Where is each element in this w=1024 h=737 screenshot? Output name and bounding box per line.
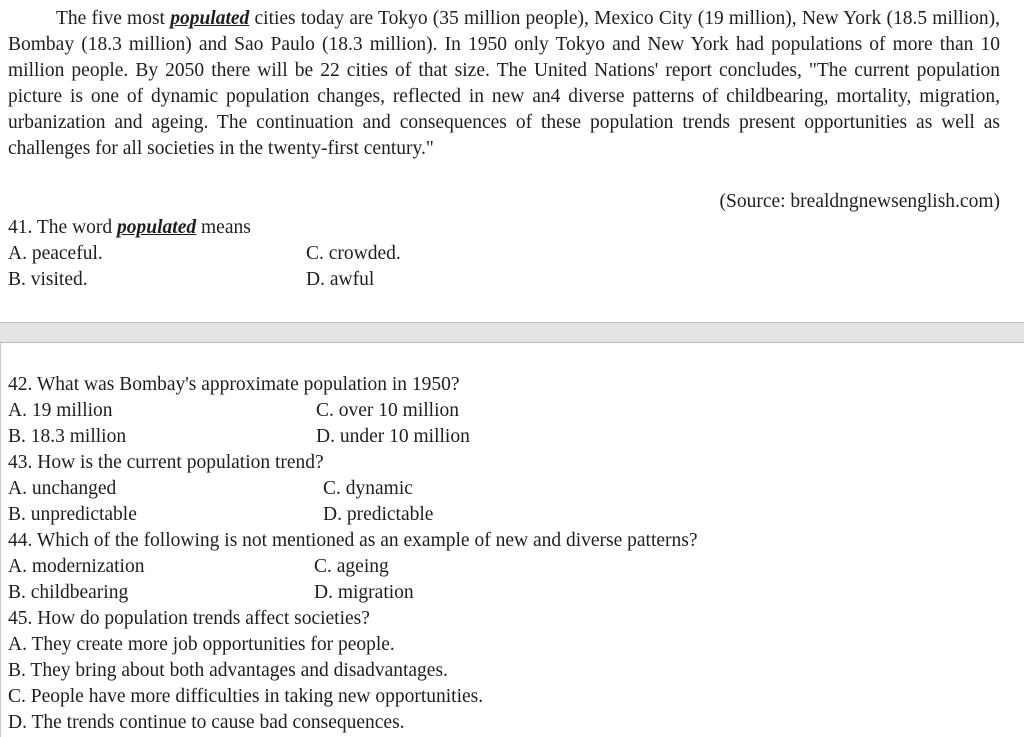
question-44-title: 44. Which of the following is not mentioned as an example of new and diverse patterns? — [8, 530, 698, 551]
question-42-title: 42. What was Bombay's approximate population in 1950? — [8, 374, 460, 395]
question-45-option-b: B. They bring about both advantages and disadvantages. — [8, 660, 448, 681]
passage-intro: The five most — [56, 8, 171, 29]
question-41-prefix: 41. The word — [8, 217, 118, 238]
question-44-option-d: D. migration — [314, 582, 414, 603]
question-41-option-c: C. crowded. — [306, 243, 401, 264]
question-41-title — [8, 215, 251, 241]
question-41-suffix: means — [196, 217, 251, 238]
question-44-option-c: C. ageing — [314, 556, 389, 577]
passage-body: cities today are Tokyo (35 million people), Mexico City (19 million), New York (18.5 million), Bombay (18.3 million) and Sao Paulo (18.3 million). In 1950 only Tokyo and New York had populations of more than 10 million people. By 2050 there will be 22 cities of that size. The United Nations' report concludes, "The current population picture is one of dynamic population changes, reflected in new an4 diverse patterns of childbearing, mortality, migration, urbanization and ageing. The continuation and consequences of these population trends present opportunities as well as challenges for all societies in the twenty-first century." — [8, 8, 1000, 159]
question-44-option-b: B. childbearing — [8, 582, 129, 603]
question-43-option-c: C. dynamic — [323, 478, 413, 499]
question-43-option-b: B. unpredictable — [8, 504, 137, 525]
question-42-option-b: B. 18.3 million — [8, 426, 127, 447]
question-41-option-b: B. visited. — [8, 269, 88, 290]
left-border — [0, 343, 1, 737]
question-45-option-a: A. They create more job opportunities for people. — [8, 634, 395, 655]
question-45-title: 45. How do population trends affect societies? — [8, 608, 370, 629]
passage-source: (Source: brealdngnewsenglish.com) — [719, 191, 1000, 212]
question-42-option-c: C. over 10 million — [316, 400, 459, 421]
question-41-key-word: populated — [117, 217, 197, 238]
question-45-option-c: C. People have more difficulties in taking new opportunities. — [8, 686, 484, 707]
question-45-option-d: D. The trends continue to cause bad consequences. — [8, 712, 405, 733]
page-separator — [0, 323, 1024, 343]
question-43-title: 43. How is the current population trend? — [8, 452, 324, 473]
question-44-option-a: A. modernization — [8, 556, 145, 577]
reading-passage — [8, 6, 1000, 162]
question-42-option-d: D. under 10 million — [316, 426, 470, 447]
question-42-option-a: A. 19 million — [8, 400, 113, 421]
question-41-option-d: D. awful — [306, 269, 375, 290]
question-43-option-d: D. predictable — [323, 504, 434, 525]
question-41-option-a: A. peaceful. — [8, 243, 103, 264]
reading-panel — [0, 0, 1024, 323]
passage-key-word: populated — [170, 8, 250, 29]
question-43-option-a: A. unchanged — [8, 478, 117, 499]
